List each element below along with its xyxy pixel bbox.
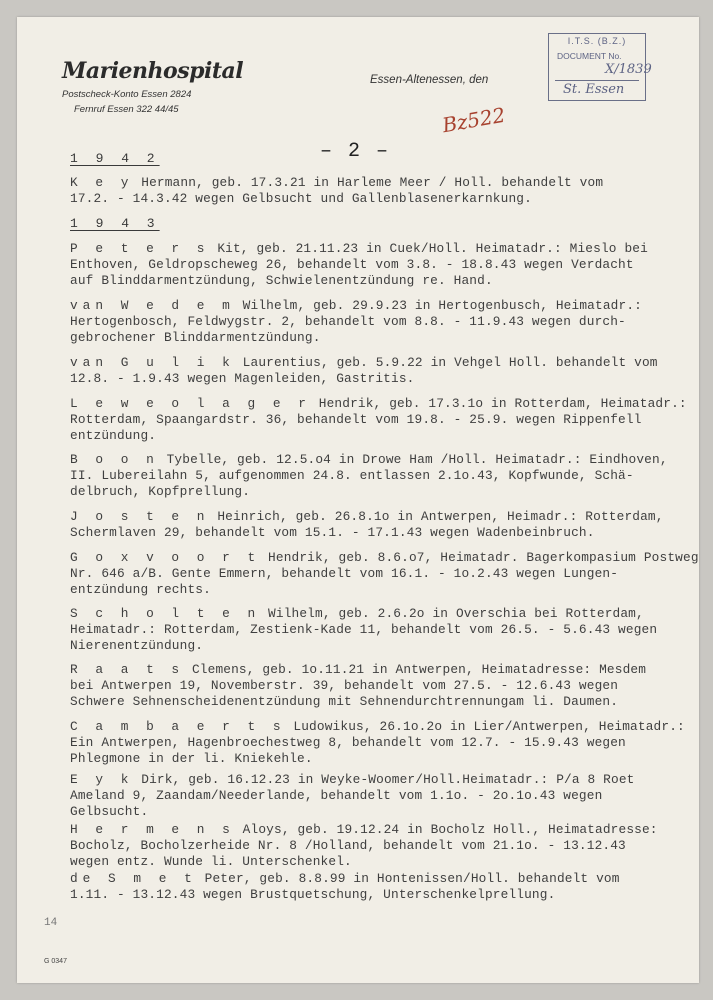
patient-entry [70,298,700,346]
letterhead-phone: Fernruf Essen 322 44/45 [74,104,179,115]
stamp-divider [555,80,639,81]
entry-line: Bocholz, Bocholzerheide Nr. 8 /Holland, behandelt vom 21.1o. - 13.12.43 [70,838,626,853]
stamp-top: I.T.S. (B.Z.) [567,36,627,46]
entry-line: L e w e o l a g e r Hendrik, geb. 17.3.1o in Rotterdam, Heimatadr.: [70,396,687,411]
entry-line: Hertogenbosch, Feldwygstr. 2, behandelt vom 8.8. - 11.9.43 wegen durch- [70,314,626,329]
entry-line: Ameland 9, Zaandam/Neederlande, behandelt vom 1.1o. - 2o.1o.43 wegen [70,788,603,803]
patient-entry [70,662,700,710]
patient-name: S c h o l t e n [70,606,261,621]
patient-entry [70,606,700,654]
letterhead-name: Marienhospital [62,58,244,84]
entry-line: 1.11. - 13.12.43 wegen Brustquetschung, Unterschenkelprellung. [70,887,556,902]
entry-line: wegen entz. Wunde li. Unterschenkel. [70,854,352,869]
entry-line: gebrochener Blinddarmentzündung. [70,330,321,345]
page-number: – 2 – [320,140,391,163]
patient-name: L e w e o l a g e r [70,396,311,411]
entry-line: Phlegmone in der li. Kniekehle. [70,751,313,766]
entry-line: van W e d e m Wilhelm, geb. 29.9.23 in Hertogenbusch, Heimatadr.: [70,298,642,313]
reference-mark: Bz522 [440,102,508,138]
patient-name: R a a t s [70,662,185,677]
entry-line: P e t e r s Kit, geb. 21.11.23 in Cuek/Holl. Heimatadr.: Mieslo bei [70,241,648,256]
stamp-location: St. Essen [563,82,625,97]
patient-entry [70,822,700,870]
entry-line: Enthoven, Geldropscheweg 26, behandelt vom 3.8. - 18.8.43 wegen Verdacht [70,257,634,272]
archive-stamp [548,33,652,101]
patient-name: G o x v o o r t [70,550,261,565]
patient-entry [70,509,700,541]
patient-name: van G u l i k [70,355,235,370]
entry-line: entzündung. [70,428,157,443]
patient-entry [70,396,700,444]
entry-line: van G u l i k Laurentius, geb. 5.9.22 in Vehgel Holl. behandelt vom [70,355,658,370]
patient-entry [70,355,700,387]
patient-name: E y k [70,772,134,787]
entry-line: Rotterdam, Spaangardstr. 36, behandelt vom 19.8. - 25.9. wegen Rippenfell [70,412,642,427]
entry-line: bei Antwerpen 19, Novemberstr. 39, behandelt vom 27.5. - 12.6.43 wegen [70,678,619,693]
patient-name: J o s t e n [70,509,210,524]
entry-line: E y k Dirk, geb. 16.12.23 in Weyke-Woomer/Holl.Heimatadr.: P/a 8 Roet [70,772,635,787]
corner-note: 14 [44,917,58,929]
stamp-number: X/1839 [605,62,652,77]
entry-line: K e y Hermann, geb. 17.3.21 in Harleme Meer / Holl. behandelt vom [70,175,604,190]
entry-line: G o x v o o r t Hendrik, geb. 8.6.o7, Heimatadr. Bagerkompasium Postweg [70,550,699,565]
entry-line: S c h o l t e n Wilhelm, geb. 2.6.2o in Overschia bei Rotterdam, [70,606,644,621]
entry-line: Gelbsucht. [70,804,149,819]
entry-line: 12.8. - 1.9.43 wegen Magenleiden, Gastritis. [70,371,415,386]
letterhead-postscheck: Postscheck-Konto Essen 2824 [62,89,192,100]
patient-entry [70,550,700,598]
patient-entry [70,452,700,500]
entry-line: R a a t s Clemens, geb. 1o.11.21 in Antwerpen, Heimatadresse: Mesdem [70,662,647,677]
entry-line: Ein Antwerpen, Hagenbroechestweg 8, behandelt vom 12.7. - 15.9.43 wegen [70,735,626,750]
entry-line: B o o n Tybelle, geb. 12.5.o4 in Drowe Ham /Holl. Heimatadr.: Eindhoven, [70,452,668,467]
entry-line: Nr. 646 a/B. Gente Emmern, behandelt vom 16.1. - 1o.2.43 wegen Lungen- [70,566,619,581]
entry-line: J o s t e n Heinrich, geb. 26.8.1o in Antwerpen, Heimadr.: Rotterdam, [70,509,664,524]
patient-entry [70,772,700,820]
patient-name: van W e d e m [70,298,235,313]
entry-line: II. Lubereilahn 5, aufgenommen 24.8. entlassen 2.1o.43, Kopfwunde, Schä- [70,468,634,483]
patient-entry [70,241,700,289]
patient-entry [70,719,700,767]
entry-line: Nierenentzündung. [70,638,204,653]
patient-name: C a m b a e r t s [70,719,286,734]
stamp-document-label: DOCUMENT No. [557,51,622,61]
entry-line: Schermlaven 29, behandelt vom 15.1. - 17.1.43 wegen Wadenbeinbruch. [70,525,595,540]
patient-name: K e y [70,175,134,190]
patient-name: de S m e t [70,871,197,886]
patient-name: H e r m e n s [70,822,235,837]
year-heading: 1 9 4 3 [70,216,160,231]
patient-entry [70,871,700,903]
entry-line: H e r m e n s Aloys, geb. 19.12.24 in Bocholz Holl., Heimatadresse: [70,822,658,837]
entry-line: Schwere Sehnenscheidenentzündung mit Sehnendurchtrennungam li. Daumen. [70,694,619,709]
letterhead-place-line: Essen-Altenessen, den [370,74,489,86]
entry-line: Heimatadr.: Rotterdam, Zestienk-Kade 11, behandelt vom 26.5. - 5.6.43 wegen [70,622,658,637]
entry-line: C a m b a e r t s Ludowikus, 26.1o.2o in Lier/Antwerpen, Heimatadr.: [70,719,685,734]
entry-line: 17.2. - 14.3.42 wegen Gelbsucht und Gallenblasenerkarnkung. [70,191,532,206]
patient-entry [70,175,700,207]
patient-name: P e t e r s [70,241,210,256]
form-code: G 0347 [44,958,67,965]
entry-line: delbruch, Kopfprellung. [70,484,251,499]
patient-name: B o o n [70,452,159,467]
year-heading: 1 9 4 2 [70,151,160,166]
entry-line: de S m e t Peter, geb. 8.8.99 in Hontenissen/Holl. behandelt vom [70,871,620,886]
entry-line: entzündung rechts. [70,582,211,597]
entry-line: auf Blinddarmentzündung, Schwielenentzündung re. Hand. [70,273,493,288]
